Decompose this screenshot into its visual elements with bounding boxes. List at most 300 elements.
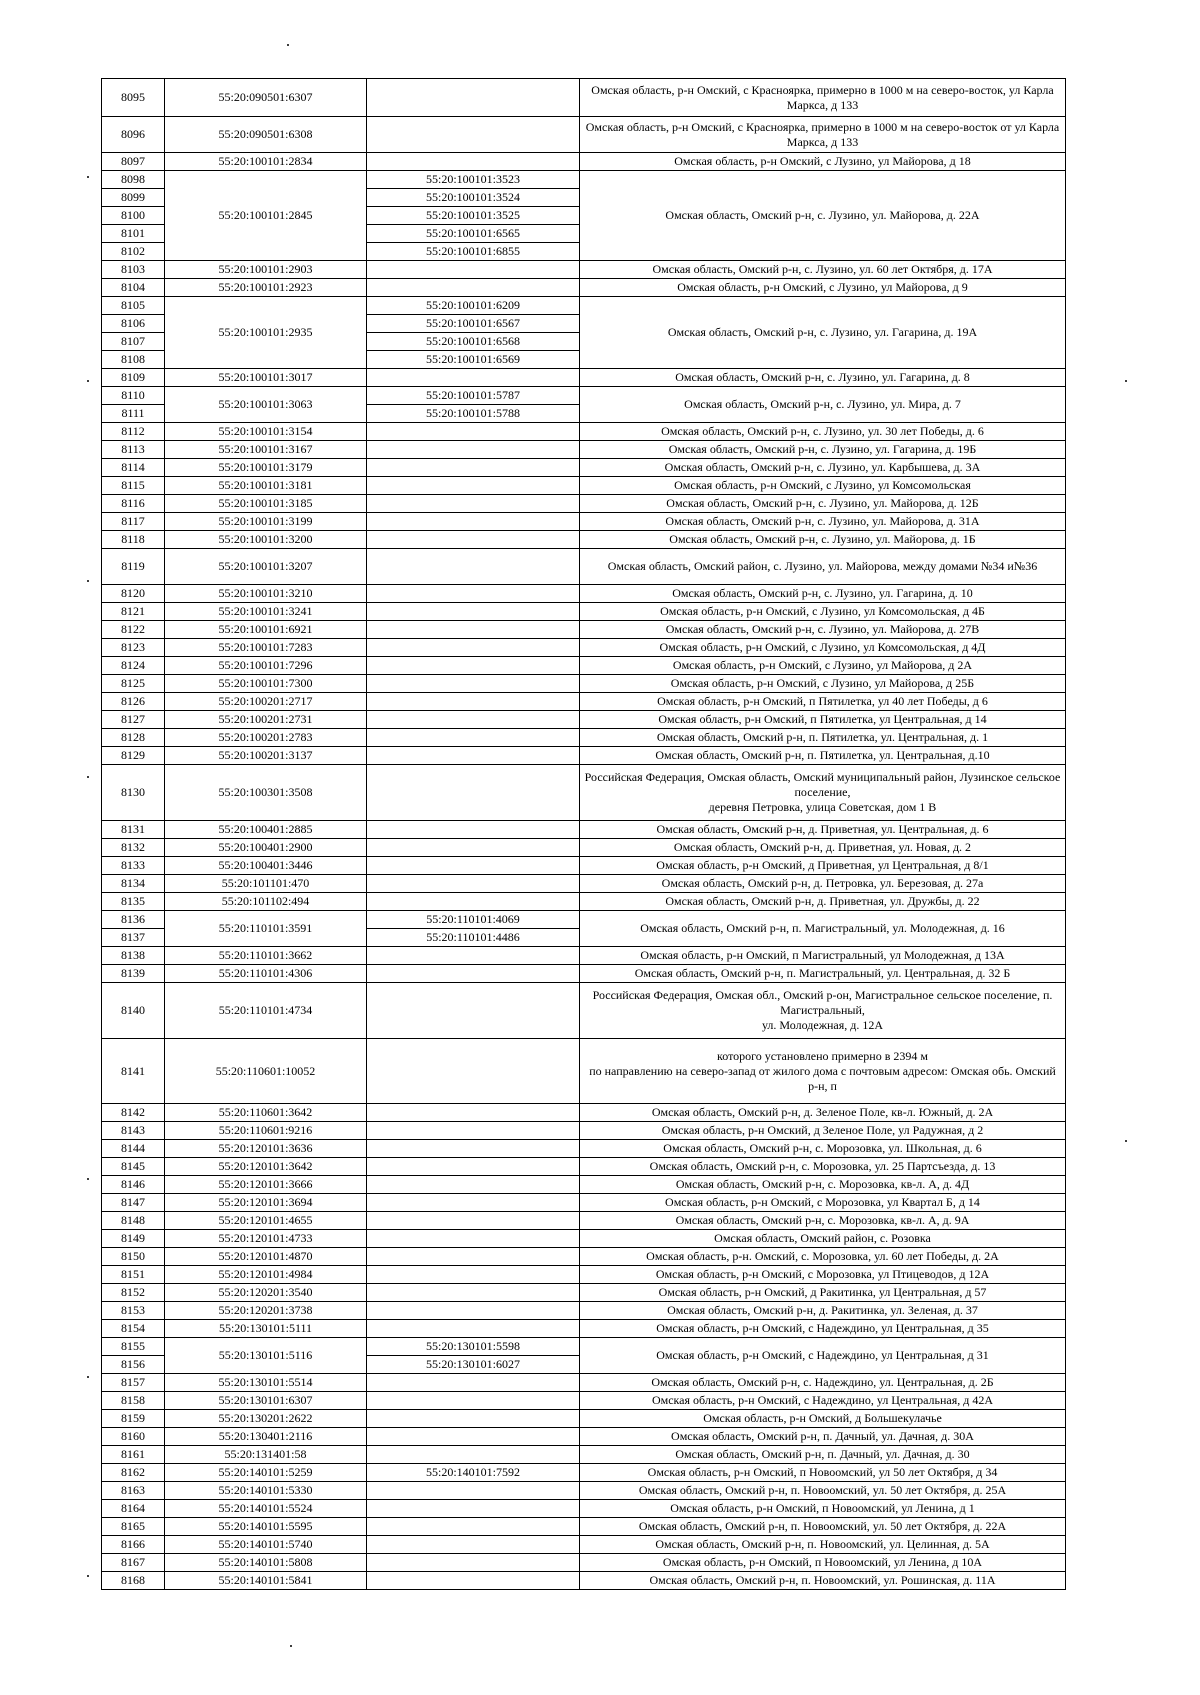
cadastral-number: 55:20:130401:2116	[165, 1428, 367, 1446]
row-number: 8123	[102, 639, 165, 657]
row-number: 8143	[102, 1122, 165, 1140]
cadastral-number: 55:20:140101:5259	[165, 1464, 367, 1482]
table-row	[102, 1266, 1066, 1284]
sub-cadastral-number: 55:20:130101:6027	[367, 1356, 580, 1374]
table-row	[102, 983, 1066, 1039]
scan-mark	[87, 1178, 89, 1180]
table-row	[102, 1500, 1066, 1518]
cadastral-number: 55:20:100101:3154	[165, 423, 367, 441]
sub-cadastral-number	[367, 261, 580, 279]
address: Омская область, Омский р-н, п. Дачный, ул. Дачная, д. 30А	[580, 1428, 1066, 1446]
sub-cadastral-number	[367, 875, 580, 893]
cadastral-number: 55:20:130101:6307	[165, 1392, 367, 1410]
row-number: 8137	[102, 929, 165, 947]
table-row	[102, 477, 1066, 495]
address: Омская область, р-н Омский, с Лузино, ул Комсомольская, д 4Б	[580, 603, 1066, 621]
cadastral-number: 55:20:110101:4306	[165, 965, 367, 983]
table-row	[102, 423, 1066, 441]
scan-mark	[1125, 1140, 1127, 1142]
address: Омская область, Омский р-н, п. Пятилетка, ул. Центральная, д. 1	[580, 729, 1066, 747]
address: Омская область, Омский р-н, с. Морозовка, ул. 25 Партсъезда, д. 13	[580, 1158, 1066, 1176]
sub-cadastral-number	[367, 1482, 580, 1500]
cadastral-number: 55:20:100401:2900	[165, 839, 367, 857]
table-row	[102, 1518, 1066, 1536]
row-number: 8156	[102, 1356, 165, 1374]
row-number: 8153	[102, 1302, 165, 1320]
address: Омская область, р-н Омский, с Надеждино, ул Центральная, д 35	[580, 1320, 1066, 1338]
table-row	[102, 153, 1066, 171]
table-row	[102, 657, 1066, 675]
table-row	[102, 459, 1066, 477]
cadastral-number: 55:20:120101:3666	[165, 1176, 367, 1194]
table-row	[102, 441, 1066, 459]
address: Омская область, Омский р-н, с. Морозовка, кв-л. А, д. 4Д	[580, 1176, 1066, 1194]
row-number: 8119	[102, 549, 165, 585]
address: Омская область, р-н Омский, с Морозовка, ул Квартал Б, д 14	[580, 1194, 1066, 1212]
address: Омская область, р-н Омский, с Морозовка, ул Птицеводов, д 12А	[580, 1266, 1066, 1284]
address: Омская область, Омский р-н, с. Лузино, ул. Майорова, д. 1Б	[580, 531, 1066, 549]
address: Омская область, Омский р-н, с. Лузино, ул. Майорова, д. 12Б	[580, 495, 1066, 513]
sub-cadastral-number	[367, 621, 580, 639]
table-row	[102, 1212, 1066, 1230]
address: Омская область, р-н Омский, п Магистральный, ул Молодежная, д 13А	[580, 947, 1066, 965]
address: Омская область, Омский р-н, д. Ракитинка, ул. Зеленая, д. 37	[580, 1302, 1066, 1320]
sub-cadastral-number	[367, 1410, 580, 1428]
address: Омская область, р-н Омский, с Лузино, ул Комсомольская	[580, 477, 1066, 495]
address: Омская область, Омский р-н, с. Морозовка, ул. Школьная, д. 6	[580, 1140, 1066, 1158]
scan-mark	[87, 776, 89, 778]
sub-cadastral-number	[367, 857, 580, 875]
address: Омская область, Омский р-н, с. Лузино, ул. Мира, д. 7	[580, 387, 1066, 423]
table-row	[102, 261, 1066, 279]
sub-cadastral-number	[367, 893, 580, 911]
sub-cadastral-number	[367, 729, 580, 747]
row-number: 8142	[102, 1104, 165, 1122]
address: Омская область, Омский р-н, д. Приветная, ул. Центральная, д. 6	[580, 821, 1066, 839]
row-number: 8154	[102, 1320, 165, 1338]
table-row	[102, 1230, 1066, 1248]
sub-cadastral-number: 55:20:110101:4069	[367, 911, 580, 929]
table-row	[102, 947, 1066, 965]
row-number: 8164	[102, 1500, 165, 1518]
sub-cadastral-number	[367, 983, 580, 1039]
address: Омская область, р-н Омский, п Новоомский, ул Ленина, д 10А	[580, 1554, 1066, 1572]
address: Омская область, Омский р-н, с. Лузино, ул. Майорова, д. 31А	[580, 513, 1066, 531]
address: Омская область, Омский р-н, с. Лузино, ул. 60 лет Октября, д. 17А	[580, 261, 1066, 279]
row-number: 8124	[102, 657, 165, 675]
sub-cadastral-number: 55:20:140101:7592	[367, 1464, 580, 1482]
address: Омская область, Омский район, с. Розовка	[580, 1230, 1066, 1248]
cadastral-number: 55:20:101101:470	[165, 875, 367, 893]
table-row	[102, 513, 1066, 531]
row-number: 8107	[102, 333, 165, 351]
sub-cadastral-number	[367, 1572, 580, 1590]
table-row	[102, 171, 1066, 189]
cadastral-number: 55:20:101102:494	[165, 893, 367, 911]
address: Российская Федерация, Омская область, Омский муниципальный район, Лузинское сельское поселение, деревня Петровка, улица Советская, дом 1 В	[580, 765, 1066, 821]
cadastral-number: 55:20:100101:3185	[165, 495, 367, 513]
cadastral-number: 55:20:100201:2717	[165, 693, 367, 711]
sub-cadastral-number	[367, 495, 580, 513]
scan-mark	[290, 1645, 292, 1647]
table-row	[102, 1464, 1066, 1482]
row-number: 8147	[102, 1194, 165, 1212]
cadastral-table	[101, 78, 1066, 1590]
sub-cadastral-number	[367, 1039, 580, 1104]
table-row	[102, 387, 1066, 405]
address: Омская область, Омский р-н, с. Лузино, ул. Майорова, д. 22А	[580, 171, 1066, 261]
address: Омская область, р-н Омский, п Новоомский, ул Ленина, д 1	[580, 1500, 1066, 1518]
sub-cadastral-number	[367, 1392, 580, 1410]
cadastral-number: 55:20:100101:2845	[165, 171, 367, 261]
row-number: 8152	[102, 1284, 165, 1302]
sub-cadastral-number	[367, 549, 580, 585]
sub-cadastral-number	[367, 821, 580, 839]
row-number: 8101	[102, 225, 165, 243]
row-number: 8146	[102, 1176, 165, 1194]
table-row	[102, 621, 1066, 639]
address: Омская область, р-н Омский, д Приветная, ул Центральная, д 8/1	[580, 857, 1066, 875]
address: Омская область, р-н Омский, п Новоомский, ул 50 лет Октября, д 34	[580, 1464, 1066, 1482]
cadastral-number: 55:20:100301:3508	[165, 765, 367, 821]
address: Омская область, Омский р-н, п. Новоомский, ул. Целинная, д. 5А	[580, 1536, 1066, 1554]
table-row	[102, 1122, 1066, 1140]
sub-cadastral-number	[367, 1194, 580, 1212]
table-row	[102, 1248, 1066, 1266]
cadastral-number: 55:20:120101:4984	[165, 1266, 367, 1284]
row-number: 8163	[102, 1482, 165, 1500]
scan-mark	[87, 1575, 89, 1577]
sub-cadastral-number	[367, 1158, 580, 1176]
address: Омская область, р-н Омский, с Надеждино, ул Центральная, д 42А	[580, 1392, 1066, 1410]
sub-cadastral-number	[367, 477, 580, 495]
cadastral-number: 55:20:100101:3017	[165, 369, 367, 387]
sub-cadastral-number	[367, 1266, 580, 1284]
sub-cadastral-number: 55:20:110101:4486	[367, 929, 580, 947]
sub-cadastral-number	[367, 1140, 580, 1158]
row-number: 8160	[102, 1428, 165, 1446]
row-number: 8129	[102, 747, 165, 765]
cadastral-number: 55:20:100101:3167	[165, 441, 367, 459]
cadastral-number: 55:20:120101:4655	[165, 1212, 367, 1230]
row-number: 8132	[102, 839, 165, 857]
sub-cadastral-number	[367, 1176, 580, 1194]
row-number: 8131	[102, 821, 165, 839]
address: Омская область, р-н Омский, с Лузино, ул Майорова, д 25Б	[580, 675, 1066, 693]
cadastral-number: 55:20:130101:5514	[165, 1374, 367, 1392]
sub-cadastral-number	[367, 513, 580, 531]
table-row	[102, 1158, 1066, 1176]
table-row	[102, 1338, 1066, 1356]
row-number: 8168	[102, 1572, 165, 1590]
address: Омская область, р-н Омский, п Пятилетка, ул Центральная, д 14	[580, 711, 1066, 729]
sub-cadastral-number: 55:20:100101:6565	[367, 225, 580, 243]
address: Омская область, Омский р-н, с. Лузино, ул. Гагарина, д. 8	[580, 369, 1066, 387]
address: Омская область, р-н Омский, с Лузино, ул Майорова, д 2А	[580, 657, 1066, 675]
cadastral-number: 55:20:140101:5330	[165, 1482, 367, 1500]
sub-cadastral-number: 55:20:100101:6209	[367, 297, 580, 315]
sub-cadastral-number	[367, 531, 580, 549]
sub-cadastral-number	[367, 1500, 580, 1518]
address: Омская область, Омский район, с. Лузино, ул. Майорова, между домами №34 и№36	[580, 549, 1066, 585]
row-number: 8136	[102, 911, 165, 929]
cadastral-number: 55:20:120201:3540	[165, 1284, 367, 1302]
cadastral-number: 55:20:110601:10052	[165, 1039, 367, 1104]
table-row	[102, 1320, 1066, 1338]
row-number: 8125	[102, 675, 165, 693]
cadastral-number: 55:20:140101:5841	[165, 1572, 367, 1590]
cadastral-number: 55:20:100101:7296	[165, 657, 367, 675]
row-number: 8159	[102, 1410, 165, 1428]
table-row	[102, 839, 1066, 857]
row-number: 8102	[102, 243, 165, 261]
row-number: 8110	[102, 387, 165, 405]
row-number: 8118	[102, 531, 165, 549]
row-number: 8148	[102, 1212, 165, 1230]
address: Омская область, р-н Омский, с Лузино, ул Майорова, д 18	[580, 153, 1066, 171]
cadastral-number: 55:20:130201:2622	[165, 1410, 367, 1428]
sub-cadastral-number	[367, 423, 580, 441]
table-row	[102, 765, 1066, 821]
address: Омская область, Омский р-н, с. Лузино, ул. Майорова, д. 27В	[580, 621, 1066, 639]
address: Омская область, р-н Омский, д Зеленое Поле, ул Радужная, д 2	[580, 1122, 1066, 1140]
cadastral-number: 55:20:100401:3446	[165, 857, 367, 875]
table-row	[102, 965, 1066, 983]
cadastral-number: 55:20:100201:2783	[165, 729, 367, 747]
table-row	[102, 1392, 1066, 1410]
row-number: 8135	[102, 893, 165, 911]
row-number: 8130	[102, 765, 165, 821]
address: Омская область, Омский р-н, п. Магистральный, ул. Центральная, д. 32 Б	[580, 965, 1066, 983]
table-row	[102, 297, 1066, 315]
row-number: 8098	[102, 171, 165, 189]
table-row	[102, 1482, 1066, 1500]
cadastral-number: 55:20:090501:6307	[165, 79, 367, 117]
address: Омская область, Омский р-н, п. Новоомский, ул. 50 лет Октября, д. 25А	[580, 1482, 1066, 1500]
row-number: 8167	[102, 1554, 165, 1572]
cadastral-number: 55:20:100101:2834	[165, 153, 367, 171]
cadastral-number: 55:20:090501:6308	[165, 117, 367, 153]
table-row	[102, 603, 1066, 621]
table-row	[102, 639, 1066, 657]
sub-cadastral-number: 55:20:130101:5598	[367, 1338, 580, 1356]
address: Омская область, Омский р-н, с. Морозовка, кв-л. А, д. 9А	[580, 1212, 1066, 1230]
table-row	[102, 1194, 1066, 1212]
table-row	[102, 1039, 1066, 1104]
row-number: 8105	[102, 297, 165, 315]
scan-mark	[287, 44, 289, 46]
sub-cadastral-number	[367, 657, 580, 675]
sub-cadastral-number	[367, 1536, 580, 1554]
sub-cadastral-number	[367, 965, 580, 983]
cadastral-number: 55:20:140101:5740	[165, 1536, 367, 1554]
sub-cadastral-number: 55:20:100101:5788	[367, 405, 580, 423]
row-number: 8166	[102, 1536, 165, 1554]
cadastral-number: 55:20:100101:3181	[165, 477, 367, 495]
address: Омская область, Омский р-н, д. Приветная, ул. Новая, д. 2	[580, 839, 1066, 857]
sub-cadastral-number	[367, 153, 580, 171]
address: Омская область, Омский р-н, с. Лузино, ул. 30 лет Победы, д. 6	[580, 423, 1066, 441]
sub-cadastral-number	[367, 675, 580, 693]
cadastral-number: 55:20:110601:9216	[165, 1122, 367, 1140]
scan-mark	[87, 380, 89, 382]
sub-cadastral-number	[367, 441, 580, 459]
scan-mark	[87, 580, 89, 582]
table-row	[102, 1446, 1066, 1464]
table-row	[102, 585, 1066, 603]
row-number: 8103	[102, 261, 165, 279]
sub-cadastral-number	[367, 1320, 580, 1338]
row-number: 8126	[102, 693, 165, 711]
table-row	[102, 1140, 1066, 1158]
address: Российская Федерация, Омская обл., Омский р-он, Магистральное сельское поселение, п. Магистральный, ул. Молодежная, д. 12А	[580, 983, 1066, 1039]
row-number: 8112	[102, 423, 165, 441]
cadastral-number: 55:20:100101:3063	[165, 387, 367, 423]
cadastral-number: 55:20:100101:3200	[165, 531, 367, 549]
sub-cadastral-number	[367, 639, 580, 657]
row-number: 8140	[102, 983, 165, 1039]
cadastral-number: 55:20:100201:3137	[165, 747, 367, 765]
sub-cadastral-number	[367, 1554, 580, 1572]
cadastral-number: 55:20:100101:2903	[165, 261, 367, 279]
cadastral-number: 55:20:120201:3738	[165, 1302, 367, 1320]
row-number: 8095	[102, 79, 165, 117]
sub-cadastral-number	[367, 459, 580, 477]
row-number: 8133	[102, 857, 165, 875]
cadastral-number: 55:20:100101:3199	[165, 513, 367, 531]
row-number: 8157	[102, 1374, 165, 1392]
cadastral-number: 55:20:110101:3662	[165, 947, 367, 965]
sub-cadastral-number	[367, 711, 580, 729]
row-number: 8165	[102, 1518, 165, 1536]
row-number: 8108	[102, 351, 165, 369]
sub-cadastral-number	[367, 839, 580, 857]
address: Омская область, р-н Омский, д Большекулачье	[580, 1410, 1066, 1428]
table-row	[102, 369, 1066, 387]
address: Омская область, р-н Омский, с Красноярка, примерно в 1000 м на северо-восток, ул Карла Маркса, д 133	[580, 79, 1066, 117]
cadastral-number: 55:20:130101:5111	[165, 1320, 367, 1338]
row-number: 8158	[102, 1392, 165, 1410]
address: Омская область, р-н. Омский, с. Морозовка, ул. 60 лет Победы, д. 2А	[580, 1248, 1066, 1266]
sub-cadastral-number	[367, 1446, 580, 1464]
sub-cadastral-number	[367, 1248, 580, 1266]
table-row	[102, 729, 1066, 747]
sub-cadastral-number	[367, 1122, 580, 1140]
row-number: 8104	[102, 279, 165, 297]
sub-cadastral-number: 55:20:100101:3523	[367, 171, 580, 189]
address: Омская область, Омский р-н, п. Новоомский, ул. 50 лет Октября, д. 22А	[580, 1518, 1066, 1536]
address: Омская область, р-н Омский, с Лузино, ул Комсомольская, д 4Д	[580, 639, 1066, 657]
row-number: 8149	[102, 1230, 165, 1248]
table-row	[102, 693, 1066, 711]
cadastral-number: 55:20:120101:3694	[165, 1194, 367, 1212]
row-number: 8096	[102, 117, 165, 153]
row-number: 8115	[102, 477, 165, 495]
table-row	[102, 875, 1066, 893]
sub-cadastral-number	[367, 603, 580, 621]
sub-cadastral-number	[367, 747, 580, 765]
address: Омская область, Омский р-н, д. Зеленое Поле, кв-л. Южный, д. 2А	[580, 1104, 1066, 1122]
cadastral-number: 55:20:131401:58	[165, 1446, 367, 1464]
sub-cadastral-number	[367, 1212, 580, 1230]
cadastral-number: 55:20:100101:6921	[165, 621, 367, 639]
address: Омская область, Омский р-н, п. Новоомский, ул. Рошинская, д. 11А	[580, 1572, 1066, 1590]
address: Омская область, р-н Омский, д Ракитинка, ул Центральная, д 57	[580, 1284, 1066, 1302]
sub-cadastral-number	[367, 765, 580, 821]
table-row	[102, 1572, 1066, 1590]
sub-cadastral-number	[367, 1230, 580, 1248]
row-number: 8106	[102, 315, 165, 333]
cadastral-number: 55:20:140101:5524	[165, 1500, 367, 1518]
sub-cadastral-number	[367, 79, 580, 117]
address: Омская область, р-н Омский, с Лузино, ул Майорова, д 9	[580, 279, 1066, 297]
sub-cadastral-number: 55:20:100101:5787	[367, 387, 580, 405]
sub-cadastral-number: 55:20:100101:6567	[367, 315, 580, 333]
row-number: 8097	[102, 153, 165, 171]
address: Омская область, Омский р-н, п. Пятилетка, ул. Центральная, д.10	[580, 747, 1066, 765]
table-row	[102, 1104, 1066, 1122]
table-row	[102, 549, 1066, 585]
sub-cadastral-number	[367, 1374, 580, 1392]
cadastral-number: 55:20:100101:3241	[165, 603, 367, 621]
cadastral-number: 55:20:120101:3642	[165, 1158, 367, 1176]
table-row	[102, 857, 1066, 875]
address: которого установлено примерно в 2394 м по направлению на северо-запад от жилого дома с почтовым адресом: Омская обь. Омский р-н, п	[580, 1039, 1066, 1104]
sub-cadastral-number: 55:20:100101:6569	[367, 351, 580, 369]
address: Омская область, Омский р-н, п. Дачный, ул. Дачная, д. 30	[580, 1446, 1066, 1464]
table-body	[102, 79, 1066, 1590]
table-row	[102, 675, 1066, 693]
row-number: 8161	[102, 1446, 165, 1464]
table-row	[102, 495, 1066, 513]
row-number: 8144	[102, 1140, 165, 1158]
row-number: 8139	[102, 965, 165, 983]
table-row	[102, 1536, 1066, 1554]
cadastral-number: 55:20:120101:4733	[165, 1230, 367, 1248]
row-number: 8141	[102, 1039, 165, 1104]
row-number: 8113	[102, 441, 165, 459]
row-number: 8114	[102, 459, 165, 477]
sub-cadastral-number	[367, 117, 580, 153]
row-number: 8127	[102, 711, 165, 729]
address: Омская область, Омский р-н, д. Приветная, ул. Дружбы, д. 22	[580, 893, 1066, 911]
row-number: 8121	[102, 603, 165, 621]
row-number: 8151	[102, 1266, 165, 1284]
cadastral-number: 55:20:100101:3207	[165, 549, 367, 585]
row-number: 8155	[102, 1338, 165, 1356]
table-row	[102, 1428, 1066, 1446]
cadastral-number: 55:20:100101:2923	[165, 279, 367, 297]
sub-cadastral-number	[367, 947, 580, 965]
table-row	[102, 117, 1066, 153]
address: Омская область, р-н Омский, с Красноярка, примерно в 1000 м на северо-восток от ул Карла Маркса, д 133	[580, 117, 1066, 153]
table-row	[102, 821, 1066, 839]
table-row	[102, 747, 1066, 765]
row-number: 8100	[102, 207, 165, 225]
address: Омская область, Омский р-н, д. Петровка, ул. Березовая, д. 27а	[580, 875, 1066, 893]
address: Омская область, Омский р-н, с. Лузино, ул. Гагарина, д. 19А	[580, 297, 1066, 369]
address: Омская область, Омский р-н, с. Лузино, ул. Карбышева, д. 3А	[580, 459, 1066, 477]
cadastral-number: 55:20:100101:3179	[165, 459, 367, 477]
sub-cadastral-number	[367, 585, 580, 603]
sub-cadastral-number	[367, 1284, 580, 1302]
address: Омская область, Омский р-н, п. Магистральный, ул. Молодежная, д. 16	[580, 911, 1066, 947]
table-row	[102, 711, 1066, 729]
table-row	[102, 1176, 1066, 1194]
sub-cadastral-number	[367, 369, 580, 387]
row-number: 8120	[102, 585, 165, 603]
cadastral-number: 55:20:100201:2731	[165, 711, 367, 729]
